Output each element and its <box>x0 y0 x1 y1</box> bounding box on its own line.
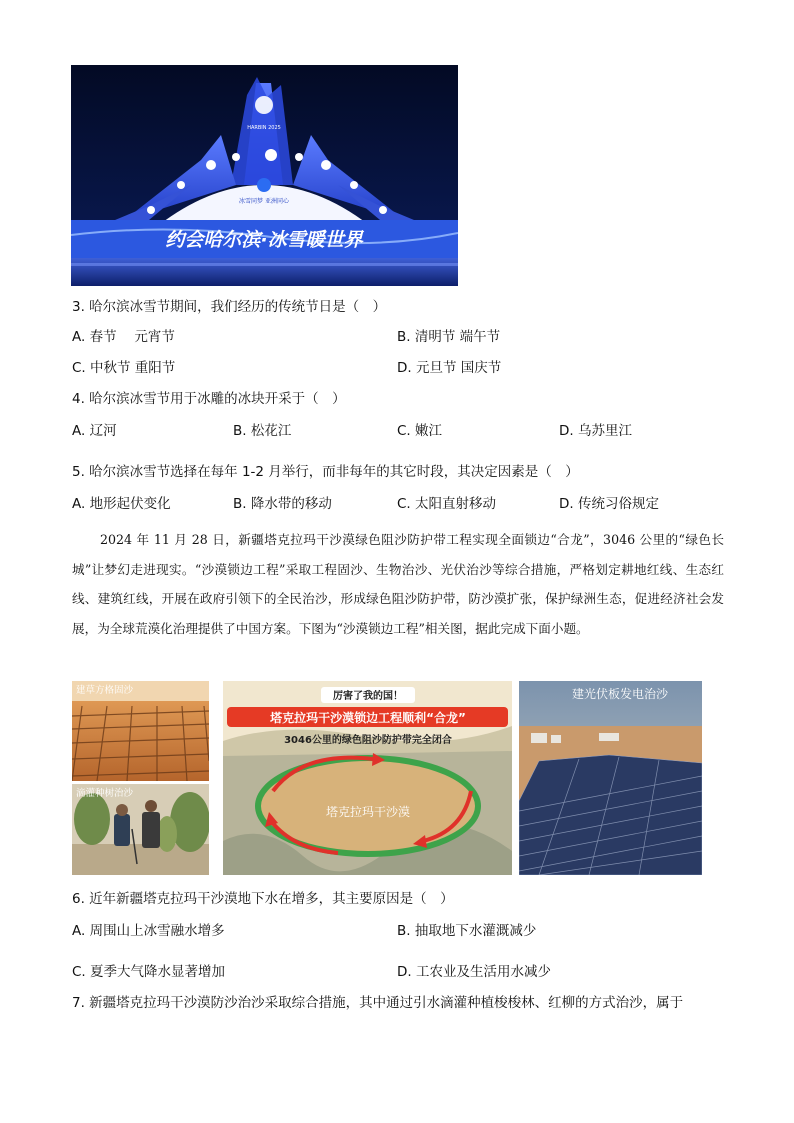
grass-grid-illustration <box>72 681 209 781</box>
tree-planting-illustration <box>72 784 209 875</box>
stage-slogan: 冰雪同梦 亚洲同心 <box>239 198 289 205</box>
q6-option-c: C. 夏季大气降水显著增加 <box>72 964 226 980</box>
q4-option-b: B. 松花江 <box>233 423 292 439</box>
q3-option-c: C. 中秋节 重阳节 <box>72 360 176 376</box>
solar-panel-illustration <box>519 681 702 875</box>
q4-option-c: C. 嫩江 <box>397 423 443 439</box>
tree-planting-photo <box>72 784 209 875</box>
q5-option-d: D. 传统习俗规定 <box>559 496 659 512</box>
map-subtitle: 3046公里的绿色阻沙防护带完全闭合 <box>284 735 452 746</box>
q6-stem: 6. 近年新疆塔克拉玛干沙漠地下水在增多，其主要原因是（ ） <box>72 891 454 907</box>
q3-stem: 3. 哈尔滨冰雪节期间，我们经历的传统节日是（ ） <box>72 299 387 315</box>
q7-stem: 7. 新疆塔克拉玛干沙漠防沙治沙采取综合措施，其中通过引水滴灌种植梭梭林、红柳的方式治沙，属于 <box>72 995 684 1011</box>
q6-option-d: D. 工农业及生活用水减少 <box>397 964 551 980</box>
passage-text: 2024 年 11 月 28 日，新疆塔克拉玛干沙漠绿色阻沙防护带工程实现全面锁边“合龙”，3046 公里的“绿色长城”让梦幻走进现实。“沙漠锁边工程”采取工程固沙、生物治沙、光伏治沙等综合措施，严格划定耕地红线、生态红线、建筑红线，开展在政府引领下的全民治沙，形成绿色阻沙防护带，防沙漠扩张，保护绿洲生态，促进经济社会发展，为全球荒漠化治理提供了中国方案。下图为“沙漠锁边工程”相关图，据此完成下面小题。 <box>72 532 724 636</box>
q3-option-d: D. 元旦节 国庆节 <box>397 360 502 376</box>
desert-map-image <box>223 681 512 875</box>
desert-map-illustration <box>223 681 512 875</box>
q3-option-a: A. 春节 元宵节 <box>72 329 175 345</box>
reading-passage <box>72 525 724 643</box>
q5-option-c: C. 太阳直射移动 <box>397 496 497 512</box>
q3-option-b: B. 清明节 端午节 <box>397 329 501 345</box>
q4-option-a: A. 辽河 <box>72 423 117 439</box>
q6-option-b: B. 抽取地下水灌溉减少 <box>397 923 537 939</box>
banner-text: 约会哈尔滨·冰雪暖世界 <box>165 229 363 251</box>
grass-grid-photo <box>72 681 209 781</box>
solar-panel-photo <box>519 681 702 875</box>
grass-caption: 建草方格固沙 <box>76 685 134 696</box>
q6-option-a: A. 周围山上冰雪融水增多 <box>72 923 225 939</box>
harbin-festival-illustration <box>71 65 458 286</box>
q5-option-b: B. 降水带的移动 <box>233 496 332 512</box>
map-desert-label: 塔克拉玛干沙漠 <box>325 805 411 819</box>
q4-stem: 4. 哈尔滨冰雪节用于冰雕的冰块开采于（ ） <box>72 391 346 407</box>
tree-caption: 滴灌种树治沙 <box>76 788 134 799</box>
q4-option-d: D. 乌苏里江 <box>559 423 632 439</box>
tower-logo-text: HARBIN 2025 <box>247 125 281 131</box>
map-title: 塔克拉玛干沙漠锁边工程顺利“合龙” <box>270 711 466 725</box>
harbin-festival-photo <box>71 65 458 286</box>
q5-option-a: A. 地形起伏变化 <box>72 496 171 512</box>
map-headline: 厉害了我的国！ <box>333 691 403 702</box>
solar-caption: 建光伏板发电治沙 <box>572 687 669 701</box>
q5-stem: 5. 哈尔滨冰雪节选择在每年 1-2 月举行，而非每年的其它时段，其决定因素是（ ） <box>72 464 579 480</box>
